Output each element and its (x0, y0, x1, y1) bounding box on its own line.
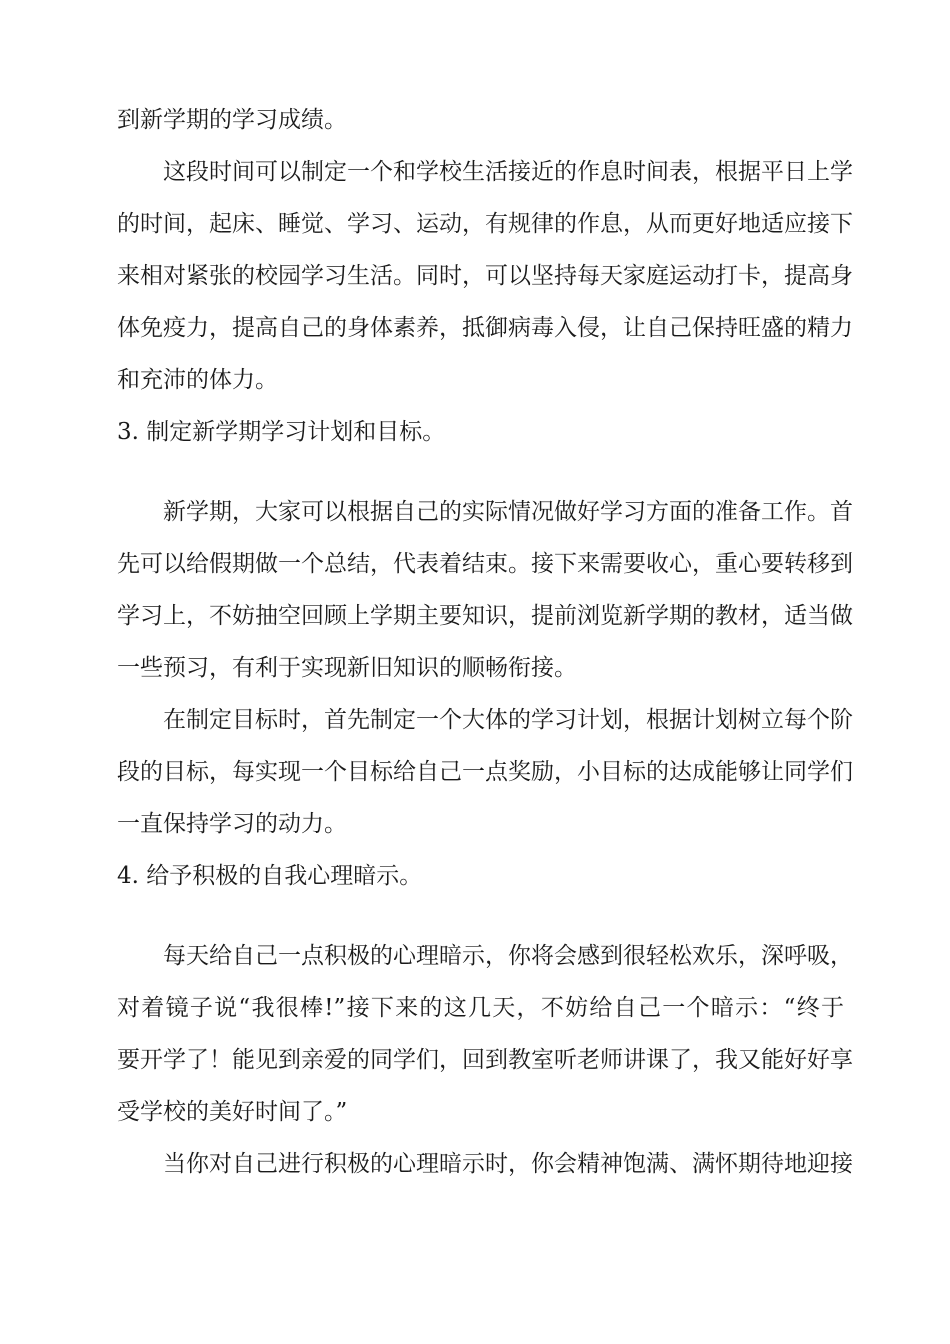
paragraph-line: 和充沛的体力。 (117, 367, 278, 393)
paragraph-line: 新学期，大家可以根据自己的实际情况做好学习方面的准备工作。首 (163, 499, 853, 525)
paragraph-line: 受学校的美好时间了。” (117, 1099, 348, 1125)
paragraph-line: 的时间，起床、睡觉、学习、运动，有规律的作息，从而更好地适应接下 (117, 211, 853, 237)
section-heading-4: 4. 给予积极的自我心理暗示。 (117, 863, 423, 889)
document-body (117, 94, 853, 1190)
paragraph-line: 体免疫力，提高自己的身体素养，抵御病毒入侵，让自己保持旺盛的精力 (117, 315, 853, 341)
paragraph-line: 要开学了！能见到亲爱的同学们，回到教室听老师讲课了，我又能好好享 (117, 1047, 853, 1073)
paragraph-line: 每天给自己一点积极的心理暗示，你将会感到很轻松欢乐，深呼吸， (163, 943, 853, 969)
paragraph-line: 一直保持学习的动力。 (117, 811, 347, 837)
paragraph-line: 这段时间可以制定一个和学校生活接近的作息时间表，根据平日上学 (163, 159, 853, 185)
paragraph-line: 学习上，不妨抽空回顾上学期主要知识，提前浏览新学期的教材，适当做 (117, 603, 853, 629)
paragraph-line: 来相对紧张的校园学习生活。同时，可以坚持每天家庭运动打卡，提高身 (117, 263, 853, 289)
paragraph-line: 对着镜子说“我很棒!”接下来的这几天，不妨给自己一个暗示：“终于 (117, 995, 844, 1021)
paragraph-line: 段的目标，每实现一个目标给自己一点奖励，小目标的达成能够让同学们 (117, 759, 853, 785)
paragraph-line: 先可以给假期做一个总结，代表着结束。接下来需要收心，重心要转移到 (117, 551, 853, 577)
paragraph-line: 一些预习，有利于实现新旧知识的顺畅衔接。 (117, 655, 577, 681)
section-heading-3: 3. 制定新学期学习计划和目标。 (117, 419, 446, 445)
paragraph-line: 到新学期的学习成绩。 (117, 107, 347, 133)
paragraph-line: 当你对自己进行积极的心理暗示时，你会精神饱满、满怀期待地迎接 (163, 1151, 853, 1177)
paragraph-line: 在制定目标时，首先制定一个大体的学习计划，根据计划树立每个阶 (163, 707, 853, 733)
